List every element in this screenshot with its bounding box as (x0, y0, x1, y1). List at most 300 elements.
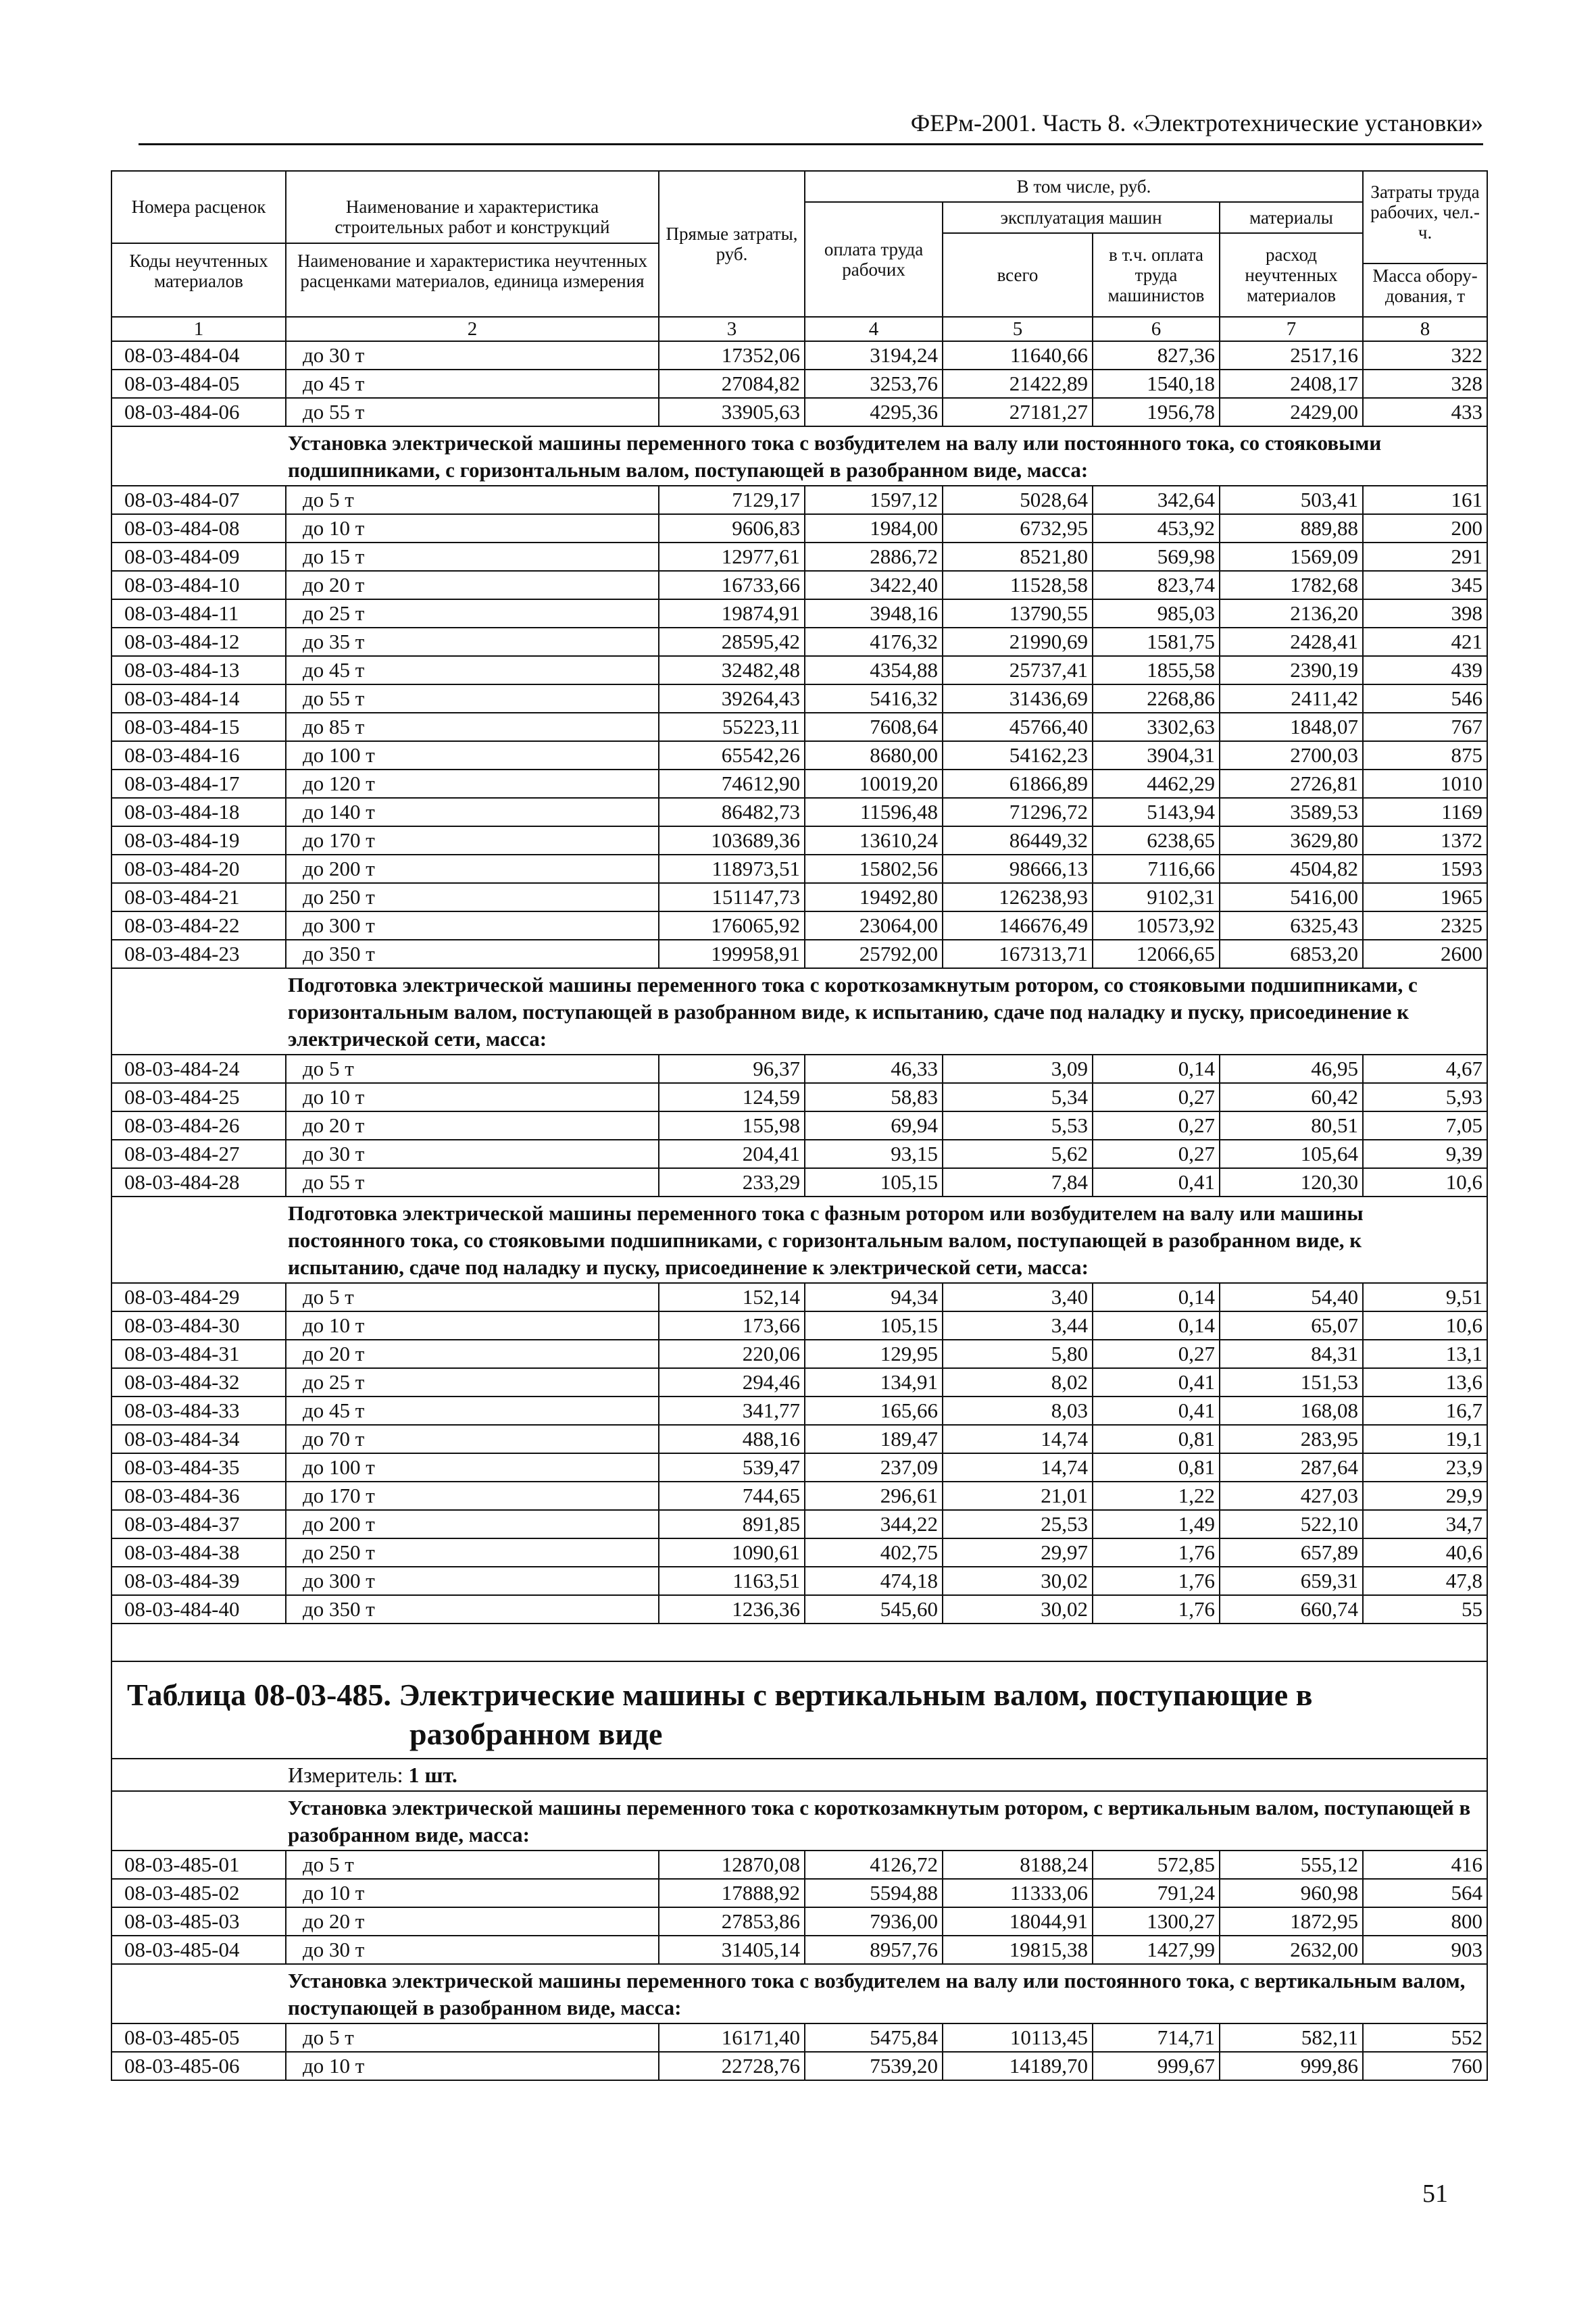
machine-total: 25737,41 (943, 656, 1093, 684)
operator-pay: 1,76 (1093, 1595, 1220, 1624)
labor-pay: 5594,88 (805, 1879, 943, 1907)
rate-code: 08-03-485-03 (111, 1907, 286, 1936)
table-row (111, 911, 1487, 940)
section-title: Установка электрической машины переменного тока с возбудителем на валу или постоянного тока, со стояковыми подшипниками, с горизонтальным валом, поступающей в разобранном виде, масса: (111, 426, 1487, 486)
material-cost: 6325,43 (1220, 911, 1363, 940)
rate-code: 08-03-484-30 (111, 1311, 286, 1340)
rate-code: 08-03-484-19 (111, 826, 286, 855)
labor-pay: 344,22 (805, 1510, 943, 1538)
load-class: до 10 т (286, 1311, 659, 1340)
labor-or-mass: 1372 (1363, 826, 1487, 855)
machine-total: 5,34 (943, 1083, 1093, 1111)
labor-pay: 129,95 (805, 1340, 943, 1368)
machine-total: 10113,45 (943, 2023, 1093, 2052)
material-cost: 503,41 (1220, 486, 1363, 514)
rate-code: 08-03-485-04 (111, 1936, 286, 1964)
load-class: до 100 т (286, 741, 659, 770)
rate-code: 08-03-484-31 (111, 1340, 286, 1368)
machine-total: 25,53 (943, 1510, 1093, 1538)
rates-table (111, 170, 1488, 2081)
operator-pay: 0,41 (1093, 1168, 1220, 1197)
rate-code: 08-03-484-07 (111, 486, 286, 514)
material-cost: 60,42 (1220, 1083, 1363, 1111)
table-row (111, 1168, 1487, 1197)
load-class: до 120 т (286, 770, 659, 798)
section-title: Подготовка электрической машины переменного тока с фазным ротором или возбудителем на валу или машины постоянного тока, со стояковыми подшипниками, с горизонтальным валом, поступающей в разобранном виде, к испытанию, сдаче под наладку и пуску, присоединение к электрической сети, масса: (111, 1197, 1487, 1283)
operator-pay: 1427,99 (1093, 1936, 1220, 1964)
direct-costs: 1236,36 (659, 1595, 805, 1624)
table-row (111, 1140, 1487, 1168)
material-cost: 960,98 (1220, 1879, 1363, 1907)
labor-pay: 7608,64 (805, 713, 943, 741)
table-row (111, 486, 1487, 514)
labor-pay: 296,61 (805, 1482, 943, 1510)
labor-or-mass: 760 (1363, 2052, 1487, 2080)
operator-pay: 1,76 (1093, 1567, 1220, 1595)
direct-costs: 12977,61 (659, 543, 805, 571)
labor-or-mass: 10,6 (1363, 1311, 1487, 1340)
col-header-material-use: расход неучтенных материалов (1220, 233, 1363, 317)
labor-or-mass: 328 (1363, 370, 1487, 398)
spacer-cell (111, 1624, 1487, 1661)
material-cost: 65,07 (1220, 1311, 1363, 1340)
rate-code: 08-03-485-02 (111, 1879, 286, 1907)
table-row (111, 1083, 1487, 1111)
material-cost: 659,31 (1220, 1567, 1363, 1595)
direct-costs: 155,98 (659, 1111, 805, 1140)
table-row (111, 798, 1487, 826)
machine-total: 7,84 (943, 1168, 1093, 1197)
rate-code: 08-03-484-40 (111, 1595, 286, 1624)
machine-total: 98666,13 (943, 855, 1093, 883)
rate-code: 08-03-484-12 (111, 628, 286, 656)
load-class: до 35 т (286, 628, 659, 656)
operator-pay: 0,14 (1093, 1311, 1220, 1340)
load-class: до 170 т (286, 826, 659, 855)
direct-costs: 96,37 (659, 1055, 805, 1083)
rate-code: 08-03-484-06 (111, 398, 286, 426)
direct-costs: 17888,92 (659, 1879, 805, 1907)
page-number: 51 (1422, 2180, 1448, 2208)
machine-total: 3,44 (943, 1311, 1093, 1340)
col-header-equipment-mass: Масса обору-дования, т (1372, 266, 1478, 306)
labor-pay: 1597,12 (805, 486, 943, 514)
labor-or-mass: 10,6 (1363, 1168, 1487, 1197)
machine-total: 54162,23 (943, 741, 1093, 770)
table-row (111, 1907, 1487, 1936)
col-header-rate-numbers: Номера расценок (112, 195, 285, 244)
labor-pay: 3253,76 (805, 370, 943, 398)
meter-row (111, 1759, 1487, 1791)
material-cost: 283,95 (1220, 1425, 1363, 1453)
machine-total: 146676,49 (943, 911, 1093, 940)
material-cost: 427,03 (1220, 1482, 1363, 1510)
labor-pay: 94,34 (805, 1283, 943, 1311)
load-class: до 5 т (286, 1851, 659, 1879)
operator-pay: 0,81 (1093, 1453, 1220, 1482)
load-class: до 100 т (286, 1453, 659, 1482)
machine-total: 8521,80 (943, 543, 1093, 571)
rate-code: 08-03-484-32 (111, 1368, 286, 1397)
direct-costs: 27853,86 (659, 1907, 805, 1936)
labor-pay: 3948,16 (805, 599, 943, 628)
direct-costs: 341,77 (659, 1397, 805, 1425)
operator-pay: 6238,65 (1093, 826, 1220, 855)
table-2-title-line2: разобранном виде (409, 1717, 663, 1751)
direct-costs: 173,66 (659, 1311, 805, 1340)
table-row (111, 883, 1487, 911)
direct-costs: 539,47 (659, 1453, 805, 1482)
col-header-including: В том числе, руб. (805, 171, 1363, 202)
load-class: до 55 т (286, 1168, 659, 1197)
direct-costs: 891,85 (659, 1510, 805, 1538)
load-class: до 350 т (286, 1595, 659, 1624)
table-row (111, 571, 1487, 599)
labor-or-mass: 1010 (1363, 770, 1487, 798)
labor-pay: 23064,00 (805, 911, 943, 940)
material-cost: 2429,00 (1220, 398, 1363, 426)
labor-or-mass: 552 (1363, 2023, 1487, 2052)
load-class: до 30 т (286, 341, 659, 370)
direct-costs: 233,29 (659, 1168, 805, 1197)
load-class: до 250 т (286, 883, 659, 911)
col-header-material-codes: Коды неучтенных материалов (129, 251, 268, 291)
machine-total: 61866,89 (943, 770, 1093, 798)
operator-pay: 0,41 (1093, 1368, 1220, 1397)
load-class: до 30 т (286, 1140, 659, 1168)
labor-or-mass: 439 (1363, 656, 1487, 684)
operator-pay: 0,27 (1093, 1140, 1220, 1168)
material-cost: 84,31 (1220, 1340, 1363, 1368)
column-number: 3 (659, 317, 805, 341)
labor-pay: 2886,72 (805, 543, 943, 571)
operator-pay: 714,71 (1093, 2023, 1220, 2052)
machine-total: 30,02 (943, 1595, 1093, 1624)
material-cost: 120,30 (1220, 1168, 1363, 1197)
rate-code: 08-03-484-04 (111, 341, 286, 370)
table-row (111, 741, 1487, 770)
table-row (111, 1936, 1487, 1964)
machine-total: 6732,95 (943, 514, 1093, 543)
machine-total: 3,40 (943, 1283, 1093, 1311)
labor-or-mass: 564 (1363, 1879, 1487, 1907)
material-cost: 1848,07 (1220, 713, 1363, 741)
table-2-title (111, 1661, 1487, 1759)
machine-total: 5,62 (943, 1140, 1093, 1168)
labor-pay: 165,66 (805, 1397, 943, 1425)
table-row (111, 398, 1487, 426)
rate-code: 08-03-484-25 (111, 1083, 286, 1111)
col-header-total: всего (943, 233, 1093, 317)
table-row (111, 713, 1487, 741)
labor-pay: 189,47 (805, 1425, 943, 1453)
material-cost: 1569,09 (1220, 543, 1363, 571)
operator-pay: 10573,92 (1093, 911, 1220, 940)
operator-pay: 5143,94 (1093, 798, 1220, 826)
rate-code: 08-03-484-10 (111, 571, 286, 599)
material-cost: 889,88 (1220, 514, 1363, 543)
col-header-materials: материалы (1220, 202, 1363, 233)
labor-or-mass: 161 (1363, 486, 1487, 514)
labor-or-mass: 9,51 (1363, 1283, 1487, 1311)
direct-costs: 86482,73 (659, 798, 805, 826)
labor-pay: 69,94 (805, 1111, 943, 1140)
operator-pay: 0,27 (1093, 1340, 1220, 1368)
machine-total: 18044,91 (943, 1907, 1093, 1936)
material-cost: 105,64 (1220, 1140, 1363, 1168)
operator-pay: 12066,65 (1093, 940, 1220, 968)
rate-code: 08-03-484-39 (111, 1567, 286, 1595)
labor-or-mass: 767 (1363, 713, 1487, 741)
labor-pay: 8680,00 (805, 741, 943, 770)
material-cost: 2428,41 (1220, 628, 1363, 656)
load-class: до 20 т (286, 571, 659, 599)
operator-pay: 0,41 (1093, 1397, 1220, 1425)
machine-total: 11640,66 (943, 341, 1093, 370)
operator-pay: 1,76 (1093, 1538, 1220, 1567)
labor-or-mass: 322 (1363, 341, 1487, 370)
direct-costs: 204,41 (659, 1140, 805, 1168)
labor-or-mass: 345 (1363, 571, 1487, 599)
labor-pay: 15802,56 (805, 855, 943, 883)
rate-code: 08-03-484-11 (111, 599, 286, 628)
col-header-names (286, 171, 659, 317)
labor-or-mass: 47,8 (1363, 1567, 1487, 1595)
machine-total: 11528,58 (943, 571, 1093, 599)
machine-total: 27181,27 (943, 398, 1093, 426)
rate-code: 08-03-484-34 (111, 1425, 286, 1453)
labor-pay: 4295,36 (805, 398, 943, 426)
table-row (111, 543, 1487, 571)
rate-code: 08-03-484-28 (111, 1168, 286, 1197)
material-cost: 2700,03 (1220, 741, 1363, 770)
col-header-machines: эксплуатация машин (943, 202, 1220, 233)
direct-costs: 39264,43 (659, 684, 805, 713)
load-class: до 200 т (286, 1510, 659, 1538)
table-row (111, 1311, 1487, 1340)
direct-costs: 12870,08 (659, 1851, 805, 1879)
rate-code: 08-03-484-17 (111, 770, 286, 798)
labor-pay: 4176,32 (805, 628, 943, 656)
labor-pay: 237,09 (805, 1453, 943, 1482)
machine-total: 126238,93 (943, 883, 1093, 911)
labor-pay: 134,91 (805, 1368, 943, 1397)
labor-pay: 105,15 (805, 1311, 943, 1340)
direct-costs: 31405,14 (659, 1936, 805, 1964)
direct-costs: 27084,82 (659, 370, 805, 398)
load-class: до 25 т (286, 599, 659, 628)
material-cost: 46,95 (1220, 1055, 1363, 1083)
table-row (111, 1055, 1487, 1083)
labor-pay: 402,75 (805, 1538, 943, 1567)
labor-or-mass: 1965 (1363, 883, 1487, 911)
labor-or-mass: 398 (1363, 599, 1487, 628)
material-cost: 4504,82 (1220, 855, 1363, 883)
operator-pay: 453,92 (1093, 514, 1220, 543)
rate-code: 08-03-484-23 (111, 940, 286, 968)
machine-total: 3,09 (943, 1055, 1093, 1083)
load-class: до 20 т (286, 1907, 659, 1936)
machine-total: 13790,55 (943, 599, 1093, 628)
section-title: Установка электрической машины переменного тока с короткозамкнутым ротором, с вертикальным валом, поступающей в разобранном виде, масса: (111, 1791, 1487, 1851)
labor-or-mass: 9,39 (1363, 1140, 1487, 1168)
material-cost: 2411,42 (1220, 684, 1363, 713)
direct-costs: 744,65 (659, 1482, 805, 1510)
table-row (111, 1111, 1487, 1140)
meter-value: 1 шт. (408, 1763, 457, 1787)
machine-total: 8,03 (943, 1397, 1093, 1425)
section-title-row (111, 426, 1487, 486)
rate-code: 08-03-484-15 (111, 713, 286, 741)
table-row (111, 1368, 1487, 1397)
material-cost: 582,11 (1220, 2023, 1363, 2052)
table-row (111, 770, 1487, 798)
load-class: до 20 т (286, 1340, 659, 1368)
material-cost: 151,53 (1220, 1368, 1363, 1397)
table-row (111, 1425, 1487, 1453)
labor-or-mass: 40,6 (1363, 1538, 1487, 1567)
labor-pay: 25792,00 (805, 940, 943, 968)
col-header-labor-pay: оплата труда рабочих (805, 202, 943, 317)
direct-costs: 118973,51 (659, 855, 805, 883)
load-class: до 25 т (286, 1368, 659, 1397)
operator-pay: 3302,63 (1093, 713, 1220, 741)
column-number: 4 (805, 317, 943, 341)
section-title: Подготовка электрической машины переменного тока с короткозамкнутым ротором, со стояковыми подшипниками, с горизонтальным валом, поступающей в разобранном виде, к испытанию, сдаче под наладку и пуску, присоединение к электрической сети, масса: (111, 968, 1487, 1055)
operator-pay: 0,81 (1093, 1425, 1220, 1453)
rate-code: 08-03-484-09 (111, 543, 286, 571)
operator-pay: 7116,66 (1093, 855, 1220, 883)
direct-costs: 65542,26 (659, 741, 805, 770)
operator-pay: 791,24 (1093, 1879, 1220, 1907)
table-row (111, 1851, 1487, 1879)
machine-total: 19815,38 (943, 1936, 1093, 1964)
load-class: до 20 т (286, 1111, 659, 1140)
direct-costs: 17352,06 (659, 341, 805, 370)
machine-total: 14,74 (943, 1453, 1093, 1482)
rate-code: 08-03-484-14 (111, 684, 286, 713)
operator-pay: 0,27 (1093, 1111, 1220, 1140)
labor-pay: 7936,00 (805, 1907, 943, 1936)
operator-pay: 4462,29 (1093, 770, 1220, 798)
direct-costs: 152,14 (659, 1283, 805, 1311)
rate-code: 08-03-484-24 (111, 1055, 286, 1083)
material-cost: 80,51 (1220, 1111, 1363, 1140)
rate-code: 08-03-484-33 (111, 1397, 286, 1425)
material-cost: 168,08 (1220, 1397, 1363, 1425)
load-class: до 10 т (286, 2052, 659, 2080)
operator-pay: 1956,78 (1093, 398, 1220, 426)
labor-or-mass: 903 (1363, 1936, 1487, 1964)
load-class: до 85 т (286, 713, 659, 741)
column-number: 8 (1363, 317, 1487, 341)
table-2-title-line1: Таблица 08-03-485. Электрические машины с вертикальным валом, поступающие в (127, 1678, 1313, 1712)
machine-total: 11333,06 (943, 1879, 1093, 1907)
load-class: до 45 т (286, 370, 659, 398)
direct-costs: 9606,83 (659, 514, 805, 543)
load-class: до 15 т (286, 543, 659, 571)
labor-pay: 4126,72 (805, 1851, 943, 1879)
material-cost: 2517,16 (1220, 341, 1363, 370)
rate-code: 08-03-484-36 (111, 1482, 286, 1510)
labor-or-mass: 55 (1363, 1595, 1487, 1624)
direct-costs: 488,16 (659, 1425, 805, 1453)
running-header: ФЕРм-2001. Часть 8. «Электротехнические установки» (910, 109, 1483, 136)
machine-total: 5,53 (943, 1111, 1093, 1140)
machine-total: 8188,24 (943, 1851, 1093, 1879)
direct-costs: 199958,91 (659, 940, 805, 968)
header-rule (139, 143, 1483, 145)
rate-code: 08-03-484-13 (111, 656, 286, 684)
labor-pay: 58,83 (805, 1083, 943, 1111)
labor-pay: 5416,32 (805, 684, 943, 713)
table-row (111, 628, 1487, 656)
machine-total: 21422,89 (943, 370, 1093, 398)
material-cost: 2632,00 (1220, 1936, 1363, 1964)
labor-or-mass: 29,9 (1363, 1482, 1487, 1510)
material-cost: 999,86 (1220, 2052, 1363, 2080)
meter-cell (111, 1759, 1487, 1791)
column-number: 6 (1093, 317, 1220, 341)
table-row (111, 1538, 1487, 1567)
material-cost: 660,74 (1220, 1595, 1363, 1624)
labor-or-mass: 421 (1363, 628, 1487, 656)
labor-pay: 105,15 (805, 1168, 943, 1197)
material-cost: 522,10 (1220, 1510, 1363, 1538)
material-cost: 555,12 (1220, 1851, 1363, 1879)
col-header-codes (111, 171, 286, 317)
direct-costs: 7129,17 (659, 486, 805, 514)
machine-total: 167313,71 (943, 940, 1093, 968)
direct-costs: 103689,36 (659, 826, 805, 855)
rate-code: 08-03-484-08 (111, 514, 286, 543)
rate-code: 08-03-485-05 (111, 2023, 286, 2052)
load-class: до 300 т (286, 911, 659, 940)
table-row (111, 1595, 1487, 1624)
table-row (111, 599, 1487, 628)
material-cost: 287,64 (1220, 1453, 1363, 1482)
machine-total: 29,97 (943, 1538, 1093, 1567)
spacer-row (111, 1624, 1487, 1661)
operator-pay: 1540,18 (1093, 370, 1220, 398)
material-cost: 2136,20 (1220, 599, 1363, 628)
direct-costs: 220,06 (659, 1340, 805, 1368)
column-number: 1 (111, 317, 286, 341)
load-class: до 5 т (286, 486, 659, 514)
table-body-485 (111, 1624, 1487, 2080)
rate-code: 08-03-484-27 (111, 1140, 286, 1168)
table-row (111, 684, 1487, 713)
table-header (111, 171, 1487, 341)
table-row (111, 2023, 1487, 2052)
machine-total: 5,80 (943, 1340, 1093, 1368)
table-row (111, 514, 1487, 543)
labor-or-mass: 19,1 (1363, 1425, 1487, 1453)
direct-costs: 32482,48 (659, 656, 805, 684)
labor-pay: 7539,20 (805, 2052, 943, 2080)
direct-costs: 16733,66 (659, 571, 805, 599)
labor-pay: 545,60 (805, 1595, 943, 1624)
load-class: до 10 т (286, 514, 659, 543)
load-class: до 200 т (286, 855, 659, 883)
section-title-row (111, 1197, 1487, 1283)
operator-pay: 1855,58 (1093, 656, 1220, 684)
material-cost: 54,40 (1220, 1283, 1363, 1311)
direct-costs: 74612,90 (659, 770, 805, 798)
material-cost: 3589,53 (1220, 798, 1363, 826)
load-class: до 140 т (286, 798, 659, 826)
direct-costs: 33905,63 (659, 398, 805, 426)
